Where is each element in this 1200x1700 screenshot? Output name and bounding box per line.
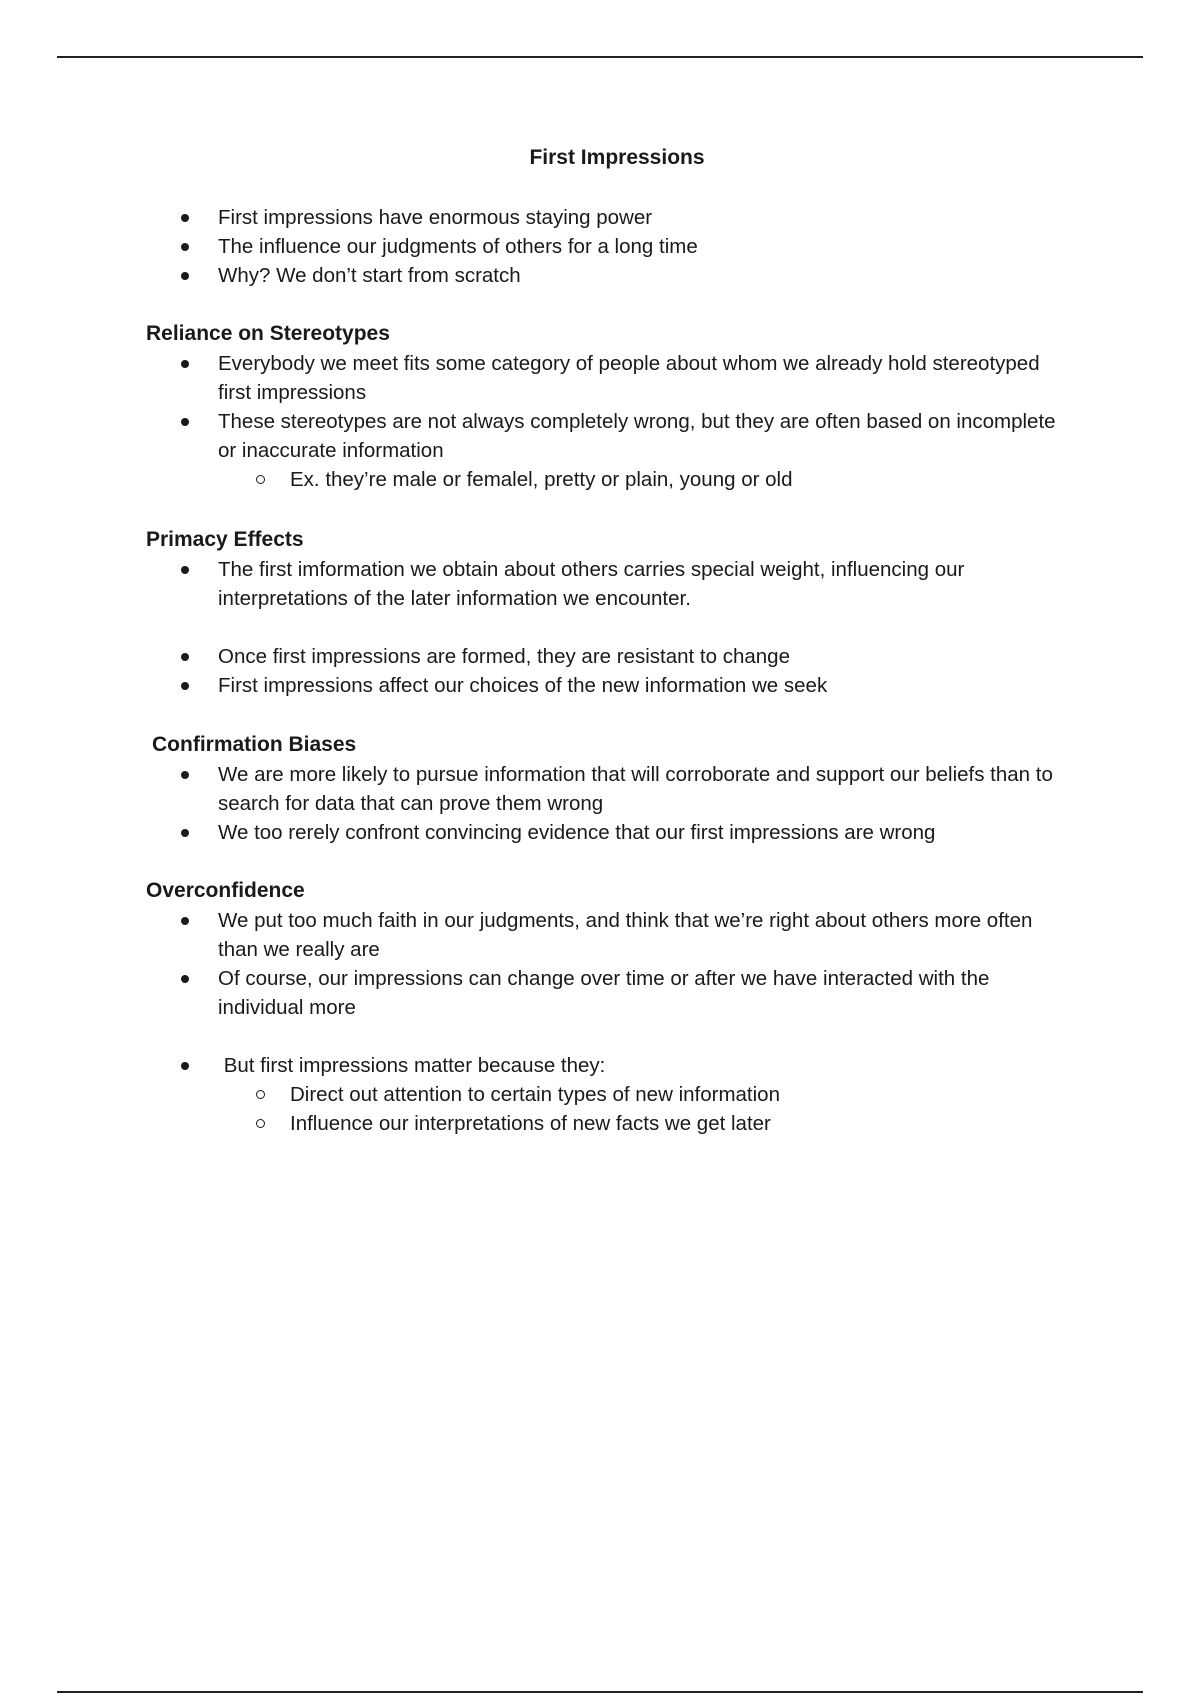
- section-heading-confirmation: Confirmation Biases: [152, 733, 357, 756]
- confirmation-list: [0, 760, 1200, 847]
- bottom-rule: [57, 1691, 1143, 1693]
- section-heading-overconfidence: Overconfidence: [146, 879, 305, 902]
- list-item: Once first impressions are formed, they are resistant to change: [0, 642, 1200, 671]
- sub-list-item: Ex. they’re male or femalel, pretty or plain, young or old: [0, 465, 1200, 494]
- spacer: [0, 1022, 1200, 1051]
- hollow-bullet-icon: [256, 1119, 265, 1128]
- intro-list: [0, 203, 1200, 290]
- bullet-icon: [181, 214, 189, 222]
- list-item: Of course, our impressions can change over time or after we have interacted with the individual more: [0, 964, 1200, 1022]
- list-item: Everybody we meet fits some category of people about whom we already hold stereotyped first impressions: [0, 349, 1200, 407]
- bullet-icon: [181, 1062, 189, 1070]
- bullet-icon: [181, 917, 189, 925]
- list-item: We are more likely to pursue information that will corroborate and support our beliefs than to search for data that can prove them wrong: [0, 760, 1200, 818]
- stereotypes-list: [0, 349, 1200, 494]
- top-rule: [57, 56, 1143, 58]
- page-title: First Impressions: [529, 146, 705, 169]
- list-item: The influence our judgments of others for a long time: [0, 232, 1200, 261]
- sub-list-item: Influence our interpretations of new facts we get later: [0, 1109, 1200, 1138]
- bullet-icon: [181, 566, 189, 574]
- section-heading-stereotypes: Reliance on Stereotypes: [146, 322, 390, 345]
- bullet-icon: [181, 829, 189, 837]
- primacy-list: [0, 555, 1200, 700]
- sub-list-item: Direct out attention to certain types of new information: [0, 1080, 1200, 1109]
- hollow-bullet-icon: [256, 1090, 265, 1099]
- hollow-bullet-icon: [256, 475, 265, 484]
- bullet-icon: [181, 360, 189, 368]
- list-item: Why? We don’t start from scratch: [0, 261, 1200, 290]
- list-item: But first impressions matter because they:: [0, 1051, 1200, 1080]
- bullet-icon: [181, 243, 189, 251]
- bullet-icon: [181, 682, 189, 690]
- list-item: We too rerely confront convincing evidence that our first impressions are wrong: [0, 818, 1200, 847]
- bullet-icon: [181, 771, 189, 779]
- bullet-icon: [181, 272, 189, 280]
- list-item: First impressions affect our choices of the new information we seek: [0, 671, 1200, 700]
- bullet-icon: [181, 975, 189, 983]
- section-heading-primacy: Primacy Effects: [146, 528, 304, 551]
- list-item: First impressions have enormous staying power: [0, 203, 1200, 232]
- bullet-icon: [181, 418, 189, 426]
- bullet-icon: [181, 653, 189, 661]
- spacer: [0, 613, 1200, 642]
- list-item: The first imformation we obtain about others carries special weight, influencing our interpretations of the later information we encounter.: [0, 555, 1200, 613]
- list-item: We put too much faith in our judgments, and think that we’re right about others more often than we really are: [0, 906, 1200, 964]
- overconfidence-list: [0, 906, 1200, 1138]
- list-item: These stereotypes are not always completely wrong, but they are often based on incomplete or inaccurate information: [0, 407, 1200, 465]
